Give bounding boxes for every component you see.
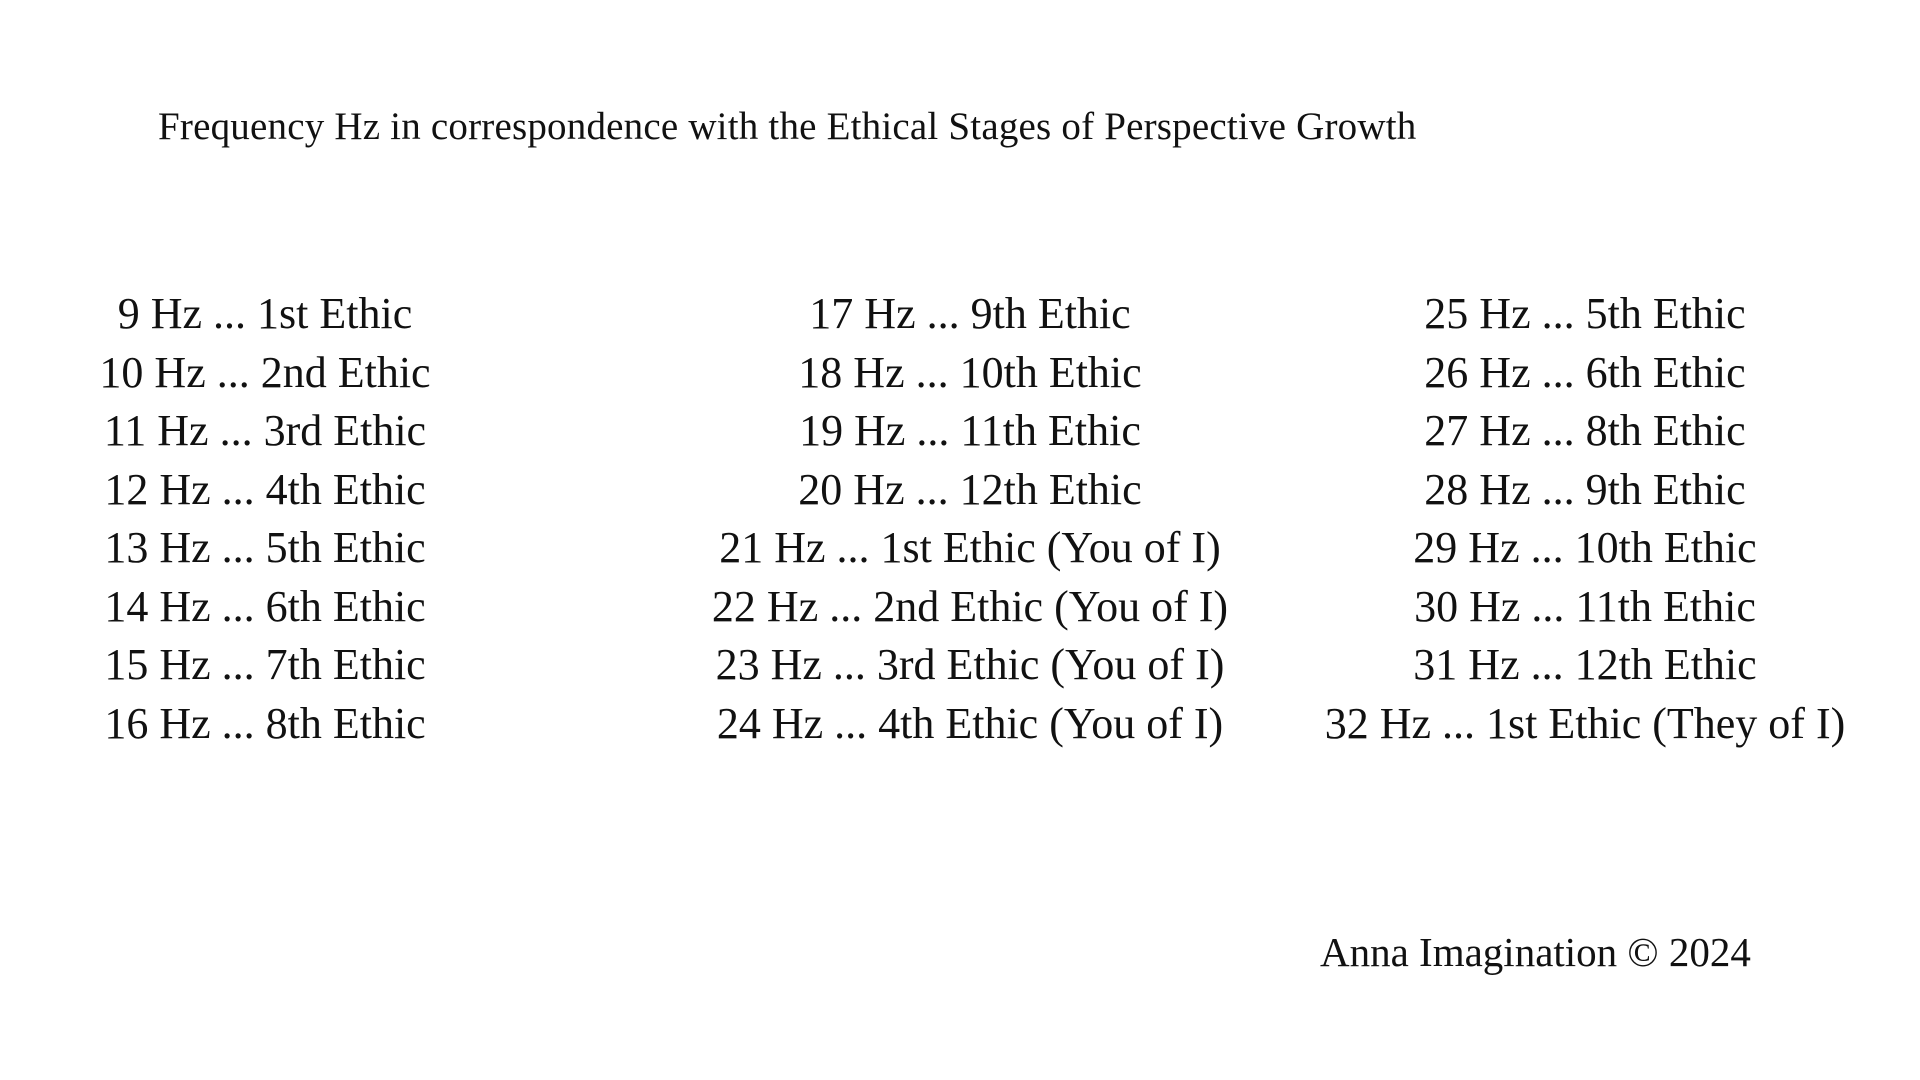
frequency-entry: 27 Hz ... 8th Ethic	[1424, 406, 1746, 455]
frequency-column-2	[700, 285, 1240, 753]
frequency-entry: 24 Hz ... 4th Ethic (You of I)	[716, 698, 1224, 748]
page-title: Frequency Hz in correspondence with the Ethical Stages of Perspective Growth	[158, 105, 1417, 148]
frequency-entry: 10 Hz ... 2nd Ethic	[99, 347, 431, 397]
frequency-entry: 16 Hz ... 8th Ethic	[104, 698, 426, 748]
frequency-entry: 32 Hz ... 1st Ethic (They of I)	[1324, 698, 1846, 748]
frequency-entry: 15 Hz ... 7th Ethic	[104, 640, 426, 689]
frequency-entry: 30 Hz ... 11th Ethic	[1414, 581, 1756, 631]
frequency-entry: 20 Hz ... 12th Ethic	[798, 464, 1142, 514]
frequency-entry: 14 Hz ... 6th Ethic	[104, 581, 426, 631]
frequency-entry: 23 Hz ... 3rd Ethic (You of I)	[715, 640, 1225, 689]
frequency-column-1	[99, 285, 431, 753]
frequency-entry: 26 Hz ... 6th Ethic	[1424, 347, 1746, 397]
copyright-credit: Anna Imagination © 2024	[1320, 929, 1751, 975]
frequency-entry: 31 Hz ... 12th Ethic	[1413, 640, 1757, 689]
frequency-entry: 19 Hz ... 11th Ethic	[799, 406, 1141, 455]
frequency-entry: 25 Hz ... 5th Ethic	[1424, 289, 1746, 338]
frequency-entry: 13 Hz ... 5th Ethic	[104, 523, 426, 572]
frequency-column-3	[1324, 285, 1846, 753]
frequency-entry: 18 Hz ... 10th Ethic	[798, 347, 1142, 397]
frequency-entry: 11 Hz ... 3rd Ethic	[103, 406, 427, 455]
frequency-entry: 12 Hz ... 4th Ethic	[104, 464, 426, 514]
frequency-entry: 28 Hz ... 9th Ethic	[1424, 464, 1746, 514]
frequency-entry: 29 Hz ... 10th Ethic	[1413, 523, 1757, 572]
frequency-entry: 17 Hz ... 9th Ethic	[809, 289, 1131, 338]
frequency-entry: 22 Hz ... 2nd Ethic (You of I)	[711, 581, 1229, 631]
frequency-entry: 9 Hz ... 1st Ethic	[117, 289, 413, 338]
frequency-entry: 21 Hz ... 1st Ethic (You of I)	[719, 523, 1221, 572]
